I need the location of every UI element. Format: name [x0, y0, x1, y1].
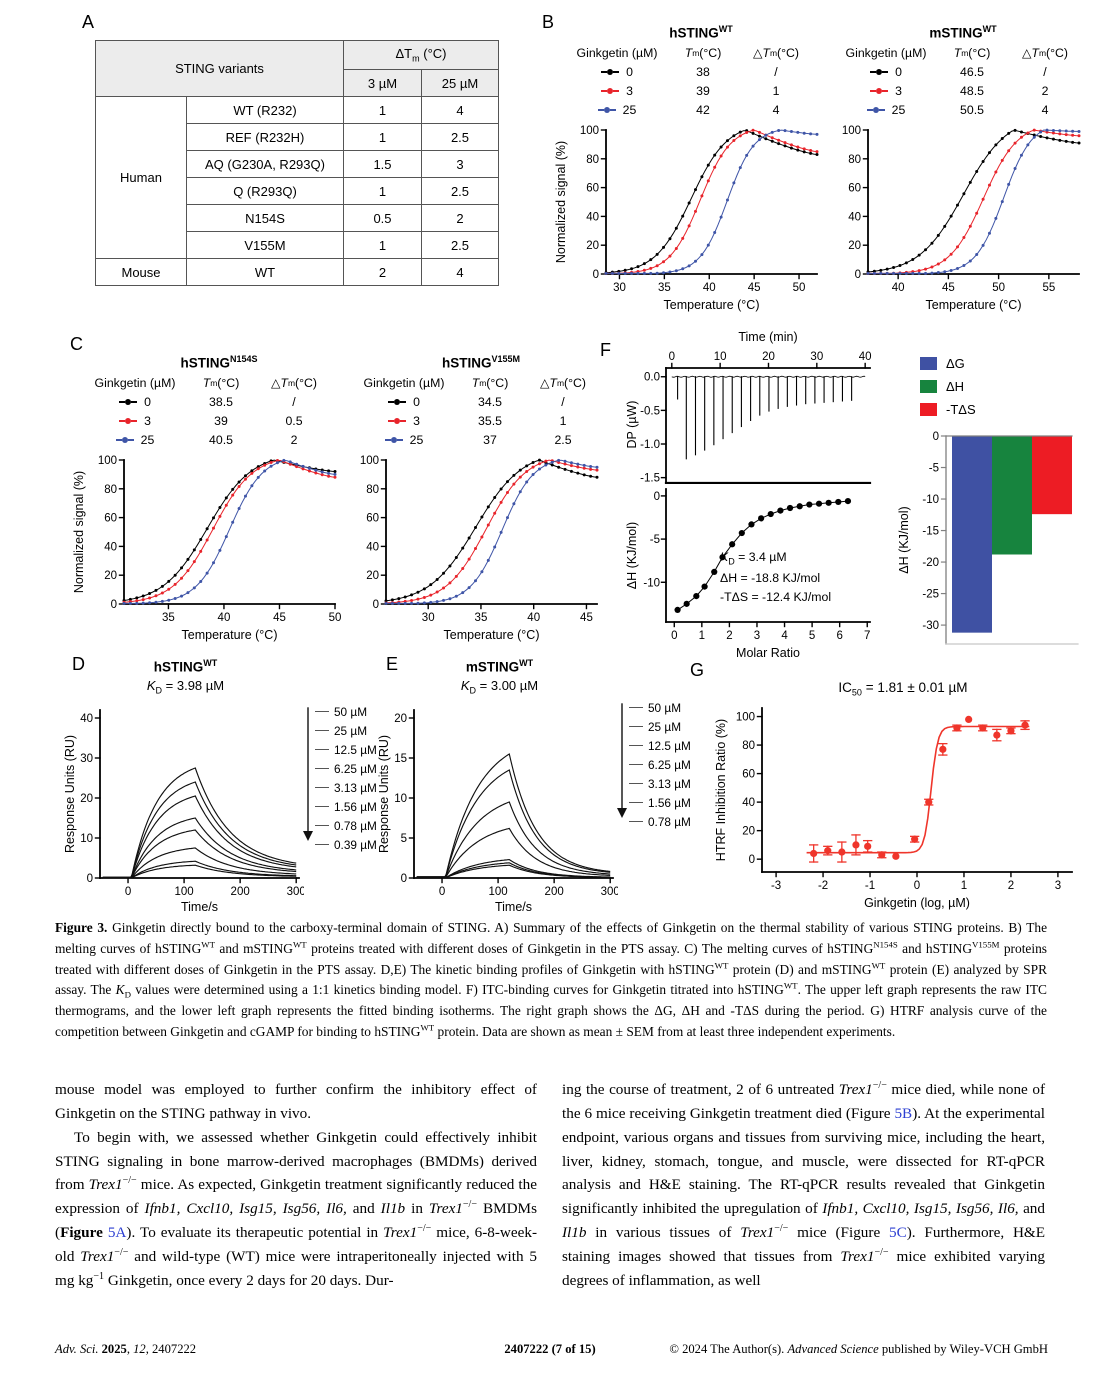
svg-text:0: 0: [668, 351, 676, 363]
panel-c-label: C: [70, 334, 83, 354]
svg-text:60: 60: [366, 512, 379, 525]
svg-text:35: 35: [162, 611, 175, 624]
legend-entry: 0.39 µM: [315, 835, 377, 854]
svg-text:Temperature (°C): Temperature (°C): [443, 627, 540, 642]
svg-text:40: 40: [527, 611, 541, 624]
legend-entry: 6.25 µM: [629, 755, 691, 774]
legend-entry: ΔG: [920, 352, 976, 375]
svg-text:DP (µW): DP (µW): [626, 400, 639, 449]
table-row: N154S 0.5 2: [96, 205, 499, 232]
svg-text:Response Units (RU): Response Units (RU): [64, 734, 77, 854]
plot-legend: Ginkgetin (µM) T m (°C) △ T m (°C) 0 38 / 3 39 1 25 42 4: [554, 44, 826, 120]
legend-series-row: 0: [79, 393, 191, 412]
svg-text:40: 40: [891, 281, 905, 294]
panel-g: [688, 648, 1100, 920]
svg-text:0: 0: [124, 886, 132, 898]
svg-text:Normalized signal (%): Normalized signal (%): [554, 140, 568, 263]
svg-text:0: 0: [438, 886, 446, 898]
spr-chart-msting: [378, 698, 618, 919]
plot-legend: Ginkgetin (µM) T m (°C) △ T m (°C) 0 46.5 / 3 48.5 2 25 50.5 4: [830, 44, 1088, 120]
decreasing-concentration-arrow: [615, 698, 629, 822]
legend-entry: 3.13 µM: [315, 778, 377, 797]
svg-text:0: 0: [110, 598, 117, 611]
svg-text:Normalized signal (%): Normalized signal (%): [72, 470, 86, 593]
svg-text:6: 6: [836, 630, 843, 642]
footer-citation: Adv. Sci. 2025, 12, 2407222: [55, 1342, 197, 1356]
spr-concentration-legend: [301, 702, 377, 854]
svg-text:80: 80: [848, 153, 861, 166]
svg-text:-0.5: -0.5: [640, 405, 660, 418]
legend-series-row: 3: [79, 412, 191, 431]
footer-copyright: © 2024 The Author(s). Advanced Science published by Wiley-VCH GmbH: [669, 1342, 1048, 1356]
svg-text:Temperature (°C): Temperature (°C): [181, 627, 278, 642]
melting-plot-hsting-v155m: [348, 354, 606, 647]
thermodynamics-legend: [920, 352, 976, 421]
panel-f: [598, 330, 1100, 660]
melting-plot-msting-wt: [830, 24, 1088, 317]
cite-link[interactable]: 5C: [889, 1224, 907, 1242]
svg-text:-3: -3: [770, 880, 782, 892]
svg-text:HTRF Inhibition Ratio (%): HTRF Inhibition Ratio (%): [714, 718, 728, 862]
svg-text:20: 20: [104, 569, 117, 582]
svg-text:100: 100: [488, 886, 508, 898]
svg-text:0: 0: [86, 873, 93, 885]
svg-text:0: 0: [653, 490, 660, 503]
kd-value: $K_D = 3.00$ µM: [460, 678, 539, 696]
legend-series-row: 3: [561, 82, 673, 101]
svg-text:300: 300: [600, 886, 618, 898]
panel-d: [58, 652, 377, 920]
svg-text:20: 20: [848, 239, 861, 252]
sting-variants-table: [95, 40, 499, 286]
kd-value: $K_D = 3.98$ µM: [146, 678, 225, 696]
svg-text:50: 50: [992, 281, 1006, 294]
melting-curve-chart: [554, 120, 826, 317]
panel-b-label: B: [542, 12, 555, 32]
legend-series-row: 25: [561, 101, 673, 120]
plot-title: hSTING$^{N154S}$: [180, 354, 258, 371]
legend-entry: 50 µM: [315, 702, 377, 721]
plot-title: hSTING$^{V155M}$: [441, 354, 521, 371]
svg-text:45: 45: [941, 281, 955, 294]
svg-text:40: 40: [742, 797, 755, 810]
svg-text:-1.5: -1.5: [640, 472, 660, 484]
svg-text:45: 45: [747, 281, 761, 294]
legend-entry: ΔH: [920, 375, 976, 398]
svg-text:5: 5: [808, 630, 816, 642]
plot-title: hSTING$^{WT}$: [153, 658, 218, 675]
svg-text:40: 40: [104, 540, 117, 553]
spr-chart-hsting: [64, 698, 304, 919]
melting-plot-hsting-wt: [554, 24, 826, 317]
svg-text:100: 100: [359, 454, 379, 467]
svg-text:45: 45: [580, 611, 593, 624]
dose-col-25: 25 µM: [422, 70, 499, 97]
legend-entry: 0.78 µM: [315, 816, 377, 835]
species-mouse: Mouse: [96, 259, 187, 286]
svg-text:Time/s: Time/s: [180, 900, 219, 914]
svg-text:1: 1: [960, 880, 968, 892]
figure-caption: Figure 3. Ginkgetin directly bound to the carboxy-terminal domain of STING. A) Summary of the effects of Ginkgetin on the thermal stability of various STING proteins. B) The melting curves of hSTING$^{WT}$ and mSTING$^{WT}$ proteins treated with different doses of Ginkgetin in the PTS assay. C) The melting curves of hSTING$^{N154S}$ and hSTING$^{V155M}$ proteins treated with different doses of Ginkgetin in the PTS assay. D,E) The kinetic binding profiles of Ginkgetin with hSTING$^{WT}$ protein (D) and mSTING$^{WT}$ protein (E) analyzed by SPR assay. The $K_D$ values were determined using a 1:1 kinetics binding model. F) ITC-binding curves for Ginkgetin titrated into hSTING$^{WT}$. The upper left graph represents the raw ITC thermograms, and the lower left graph represents the fitted binding isotherms. The right graph shows the ΔG, ΔH and -TΔS during the period. G) HTRF analysis curve of the competition between Ginkgetin and cGAMP for binding to hSTING$^{WT}$ protein. Data are shown as mean ± SEM from at least three independent experiments.: [55, 920, 1048, 1039]
svg-text:40: 40: [80, 713, 93, 725]
footer-page-number: 2407222 (7 of 15): [504, 1342, 596, 1356]
svg-text:-10: -10: [922, 494, 939, 507]
svg-text:-1.0: -1.0: [640, 439, 660, 452]
svg-text:40: 40: [217, 611, 231, 624]
svg-text:100: 100: [579, 124, 599, 137]
chart-svg: [896, 426, 1092, 656]
svg-text:50: 50: [792, 281, 806, 294]
svg-text:-5: -5: [928, 462, 939, 475]
melting-curve-chart: [348, 450, 606, 647]
body-right-column: [562, 1078, 1045, 1293]
legend-series-row: 0: [561, 63, 673, 82]
paragraph: To begin with, we assessed whether Ginkgetin could effectively inhibit STING signaling in bone marrow-derived macrophages (BMDMs) derived from Trex1−/− mice. As expected, Ginkgetin treatment significantly reduced the expression of Ifnb1, Cxcl10, Isg15, Isg56, Il6, and Il1b in Trex1−/− BMDMs (Figure 5A). To evaluate its therapeutic potential in Trex1−/− mice, 6-8-week-old Trex1−/− and wild-type (WT) mice were intraperitoneally injected with 5 mg $kg^{-1}$ Ginkgetin, once every 2 days for 20 days. Dur-: [55, 1128, 538, 1289]
svg-text:80: 80: [586, 153, 599, 166]
htrf-chart: [714, 698, 1084, 915]
svg-text:1: 1: [698, 630, 706, 642]
melting-plot-hsting-n154s: [72, 354, 344, 647]
cite-link[interactable]: 5B: [894, 1104, 913, 1122]
chart-svg: [714, 698, 1084, 910]
legend-entry: 6.25 µM: [315, 759, 377, 778]
svg-text:10: 10: [394, 793, 407, 805]
svg-text:2: 2: [726, 630, 733, 642]
legend-entry: 3.13 µM: [629, 774, 691, 793]
svg-text:-15: -15: [922, 525, 939, 538]
species-human: Human: [96, 97, 187, 259]
svg-text:200: 200: [230, 886, 250, 898]
legend-series-row: 25: [830, 101, 942, 120]
table-row: Human WT (R232) 1 4: [96, 97, 499, 124]
chart-svg: [378, 698, 618, 914]
plot-title: hSTING$^{WT}$: [669, 24, 733, 41]
legend-entry: 25 µM: [315, 721, 377, 740]
paragraph: mouse model was employed to further confirm the inhibitory effect of Ginkgetin on the STING pathway in vivo.: [55, 1081, 537, 1122]
legend-entry: 12.5 µM: [629, 736, 691, 755]
melting-curve-chart: [830, 120, 1088, 317]
svg-text:0: 0: [400, 873, 407, 885]
svg-text:10: 10: [80, 833, 93, 845]
svg-text:20: 20: [80, 793, 93, 805]
dtm-header: $\Delta T_m$ (°C): [344, 41, 499, 70]
svg-text:ΔH (KJ/mol): ΔH (KJ/mol): [626, 521, 639, 590]
legend-entry: 1.56 µM: [315, 797, 377, 816]
table-row: V155M 1 2.5: [96, 232, 499, 259]
svg-text:35: 35: [474, 611, 488, 624]
panel-f-label: F: [600, 340, 611, 360]
melting-curve-chart: [72, 450, 344, 647]
table-row: Q (R293Q) 1 2.5: [96, 178, 499, 205]
svg-text:40: 40: [702, 281, 716, 294]
svg-text:20: 20: [762, 351, 775, 363]
legend-series-row: 3: [348, 412, 460, 431]
panel-d-label: D: [72, 654, 85, 674]
svg-text:200: 200: [544, 886, 564, 898]
table-row: AQ (G230A, R293Q) 1.5 3: [96, 151, 499, 178]
svg-text:20: 20: [742, 825, 755, 838]
ic50-value: $IC_{50} = 1.81 \pm 0.01$ µM: [838, 680, 968, 698]
svg-text:35: 35: [657, 281, 671, 294]
svg-text:-2: -2: [817, 880, 829, 892]
svg-text:30: 30: [613, 281, 626, 294]
svg-text:5: 5: [400, 833, 407, 845]
svg-text:20: 20: [586, 239, 599, 252]
legend-series-row: 3: [830, 82, 942, 101]
svg-text:300: 300: [286, 886, 304, 898]
svg-text:4: 4: [781, 630, 788, 642]
legend-entry: 1.56 µM: [629, 793, 691, 812]
panel-c: [58, 328, 618, 653]
panel-g-label: G: [690, 660, 705, 680]
svg-text:0: 0: [913, 880, 921, 892]
svg-text:0.0: 0.0: [644, 371, 660, 384]
itc-thermogram-chart: [626, 344, 878, 489]
spr-concentration-legend: [615, 698, 691, 831]
svg-text:Ginkgetin (log, µM): Ginkgetin (log, µM): [864, 896, 970, 910]
svg-text:ΔH (KJ/mol): ΔH (KJ/mol): [897, 506, 911, 574]
svg-text:20: 20: [394, 713, 407, 725]
legend-series-row: 0: [348, 393, 460, 412]
svg-text:100: 100: [841, 124, 861, 137]
panel-b: [540, 8, 1100, 323]
svg-text:7: 7: [864, 630, 871, 642]
svg-text:0: 0: [748, 854, 755, 867]
svg-text:-1: -1: [864, 880, 876, 892]
svg-text:-10: -10: [643, 577, 660, 590]
plot-legend: Ginkgetin (µM) T m (°C) △ T m (°C) 0 38.5 / 3 39 0.5 25 40.5 2: [72, 374, 344, 450]
svg-text:30: 30: [80, 753, 93, 765]
svg-text:100: 100: [174, 886, 194, 898]
svg-text:60: 60: [104, 512, 117, 525]
plot-title: mSTING$^{WT}$: [929, 24, 997, 41]
legend-entry: 12.5 µM: [315, 740, 377, 759]
svg-text:-5: -5: [649, 534, 660, 547]
chart-svg: [830, 120, 1088, 312]
chart-svg: [64, 698, 304, 914]
svg-text:60: 60: [742, 768, 755, 781]
svg-text:3: 3: [753, 630, 761, 642]
paragraph: ing the course of treatment, 2 of 6 untreated Trex1−/− mice died, while none of the 6 mice receiving Ginkgetin treatment died (Figure 5B). At the experimental endpoint, various organs and tissues from surviving mice, including the heart, liver, kidney, stomach, tongue, and muscle, were dissected for RT-qPCR analysis and H&E staining. The RT-qPCR results revealed that Ginkgetin significantly inhibited the upregulation of Ifnb1, Cxcl10, Isg15, Isg56, Il6, and Il1b in various tissues of Trex1−/− mice (Figure 5C). Furthermore, H&E staining images showed that tissues from Trex1−/− mice exhibited varying degrees of inflammation, as well: [562, 1079, 1046, 1289]
svg-text:30: 30: [810, 351, 824, 363]
svg-text:80: 80: [104, 483, 117, 496]
svg-text:Molar Ratio: Molar Ratio: [736, 646, 800, 660]
chart-svg: [72, 450, 344, 642]
svg-text:15: 15: [394, 753, 407, 765]
svg-text:80: 80: [366, 483, 379, 496]
thermodynamics-bar-chart: [896, 426, 1092, 661]
variants-header: STING variants: [96, 41, 344, 97]
svg-text:80: 80: [742, 740, 755, 753]
legend-entry: 50 µM: [629, 698, 691, 717]
svg-text:Response Units (RU): Response Units (RU): [378, 734, 391, 854]
svg-text:20: 20: [366, 569, 379, 582]
svg-text:Time/s: Time/s: [494, 900, 533, 914]
chart-svg: [626, 344, 878, 484]
body-left-column: [55, 1078, 537, 1293]
svg-text:0: 0: [671, 630, 678, 642]
table-row: Mouse WT 2 4: [96, 259, 499, 286]
svg-text:Temperature (°C): Temperature (°C): [663, 297, 760, 312]
dose-col-3: 3 µM: [344, 70, 422, 97]
itc-time-axis-label: Time (min): [738, 330, 798, 344]
chart-svg: [554, 120, 826, 312]
legend-series-row: 0: [830, 63, 942, 82]
panel-e-label: E: [386, 654, 399, 674]
svg-text:0: 0: [932, 431, 939, 443]
legend-entry: 25 µM: [629, 717, 691, 736]
legend-entry: 0.78 µM: [629, 812, 691, 831]
decreasing-concentration-arrow: [301, 702, 315, 845]
cite-link[interactable]: 5A: [107, 1224, 127, 1242]
svg-text:50: 50: [328, 611, 342, 624]
svg-text:40: 40: [366, 540, 379, 553]
plot-title: mSTING$^{WT}$: [465, 658, 534, 675]
svg-text:40: 40: [858, 351, 872, 363]
legend-entry: -TΔS: [920, 398, 976, 421]
plot-legend: Ginkgetin (µM) T m (°C) △ T m (°C) 0 34.5 / 3 35.5 1 25 37 2.5: [348, 374, 606, 450]
svg-text:-30: -30: [922, 620, 939, 633]
svg-text:2: 2: [1007, 880, 1015, 892]
chart-svg: [348, 450, 606, 642]
svg-text:60: 60: [848, 182, 861, 195]
panel-a-label: A: [82, 12, 95, 32]
svg-text:0: 0: [372, 598, 379, 611]
svg-text:30: 30: [421, 611, 435, 624]
svg-text:Temperature (°C): Temperature (°C): [925, 297, 1022, 312]
svg-text:60: 60: [586, 182, 599, 195]
legend-series-row: 25: [348, 431, 460, 450]
svg-text:0: 0: [592, 268, 599, 281]
svg-text:40: 40: [586, 210, 599, 223]
svg-text:0: 0: [854, 268, 861, 281]
svg-text:45: 45: [273, 611, 286, 624]
svg-text:100: 100: [735, 711, 755, 724]
svg-text:3: 3: [1054, 880, 1062, 892]
table-row: REF (R232H) 1 2.5: [96, 124, 499, 151]
svg-text:55: 55: [1042, 281, 1056, 294]
itc-fit-values: $K_D = 3.4$ µM ΔH = -18.8 KJ/mol -TΔS = -12.4 KJ/mol: [720, 550, 832, 605]
svg-text:40: 40: [848, 210, 861, 223]
panel-e: [372, 652, 691, 920]
legend-series-row: 25: [79, 431, 191, 450]
svg-text:-25: -25: [922, 588, 939, 601]
svg-text:-20: -20: [922, 557, 939, 570]
svg-text:100: 100: [97, 454, 117, 467]
svg-text:10: 10: [713, 351, 727, 363]
